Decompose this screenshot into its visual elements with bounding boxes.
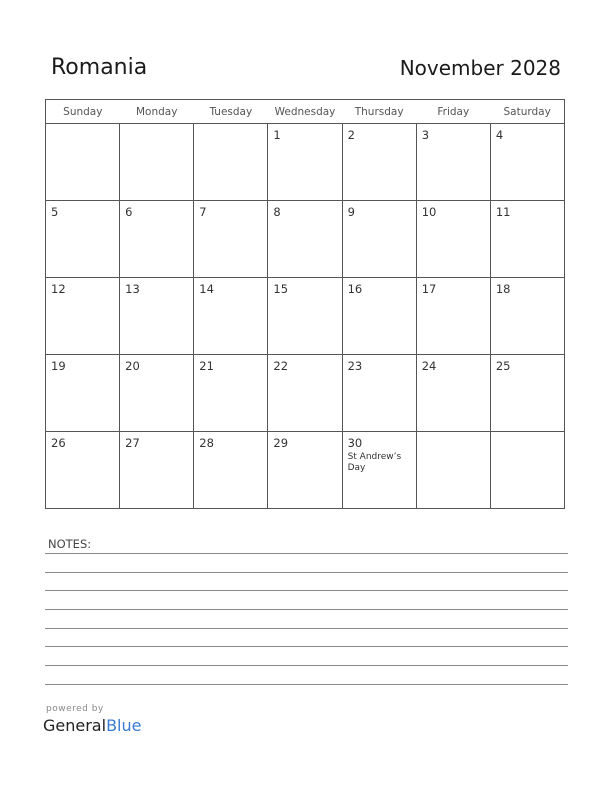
day-cell [490,432,564,509]
day-cell [342,278,416,355]
note-line [45,590,568,591]
day-cell [416,355,490,432]
day-number: 25 [495,359,511,373]
day-number: 17 [421,282,437,296]
week-row [46,432,565,509]
day-number: 3 [421,128,430,142]
weekday-header: Friday [416,100,490,124]
day-cell [416,432,490,509]
day-number: 13 [125,282,140,296]
day-number: 9 [347,205,355,219]
day-cell [46,278,120,355]
day-number: 22 [273,359,289,373]
day-number: 2 [347,128,355,142]
day-number: 24 [421,359,437,373]
holiday-label: St Andrew’s Day [347,452,402,473]
weekday-header: Thursday [342,100,416,124]
day-cell [120,124,194,201]
note-line [45,646,568,647]
week-row [46,124,565,201]
day-number: 29 [273,436,289,450]
weekday-header: Tuesday [194,100,268,124]
day-number: 10 [421,205,437,219]
weekday-header: Wednesday [268,100,342,124]
day-number: 28 [199,436,214,450]
powered-by-text: powered by [46,704,104,714]
day-cell [194,355,268,432]
day-cell [416,124,490,201]
weekday-header: Sunday [46,100,120,124]
note-line [45,628,568,629]
day-cell [46,201,120,278]
day-cell [342,355,416,432]
day-cell [268,201,342,278]
day-cell [46,355,120,432]
day-number: 7 [199,205,207,219]
day-number: 20 [125,359,140,373]
note-line [45,609,568,610]
day-cell [268,278,342,355]
day-number [417,432,490,436]
day-number: 26 [51,436,66,450]
day-cell [342,432,416,509]
month-year-title: November 2028 [399,56,561,80]
day-cell [490,278,564,355]
country-title: Romania [51,55,148,80]
note-line [45,572,568,573]
day-cell [490,201,564,278]
day-number: 6 [125,205,133,219]
day-cell [120,355,194,432]
notes-label: NOTES: [48,537,92,551]
day-number [46,124,119,128]
day-number: 8 [273,205,281,219]
day-number: 5 [51,205,59,219]
day-number: 27 [125,436,140,450]
week-row [46,278,565,355]
day-cell [342,124,416,201]
day-cell [268,432,342,509]
note-line [45,684,568,685]
day-cell [194,432,268,509]
generalblue-logo [43,716,141,735]
day-cell [490,124,564,201]
day-cell [194,201,268,278]
day-cell [120,201,194,278]
day-cell [268,355,342,432]
day-number: 16 [347,282,363,296]
day-cell [46,124,120,201]
day-number: 21 [199,359,214,373]
day-number: 18 [495,282,511,296]
brand-general-text: General [43,716,107,735]
day-cell [416,201,490,278]
day-number [120,124,193,128]
day-cell [194,278,268,355]
day-cell [194,124,268,201]
calendar-grid [45,99,565,509]
day-number: 12 [51,282,66,296]
day-number: 4 [495,128,504,142]
day-number [194,124,267,128]
day-cell [268,124,342,201]
day-number: 23 [347,359,363,373]
day-cell [120,278,194,355]
day-number: 30 [347,436,363,450]
day-cell [490,355,564,432]
day-cell [416,278,490,355]
day-cell [46,432,120,509]
week-row [46,355,565,432]
weekday-header-row [46,100,565,124]
day-number: 1 [273,128,281,142]
note-line [45,665,568,666]
weekday-header: Saturday [490,100,564,124]
note-line [45,553,568,554]
day-number: 11 [495,205,511,219]
brand-blue-text: Blue [106,716,142,735]
day-cell [120,432,194,509]
day-number: 19 [51,359,66,373]
day-cell [342,201,416,278]
weekday-header: Monday [120,100,194,124]
day-number: 15 [273,282,289,296]
week-row [46,201,565,278]
day-number [491,432,564,436]
day-number: 14 [199,282,214,296]
